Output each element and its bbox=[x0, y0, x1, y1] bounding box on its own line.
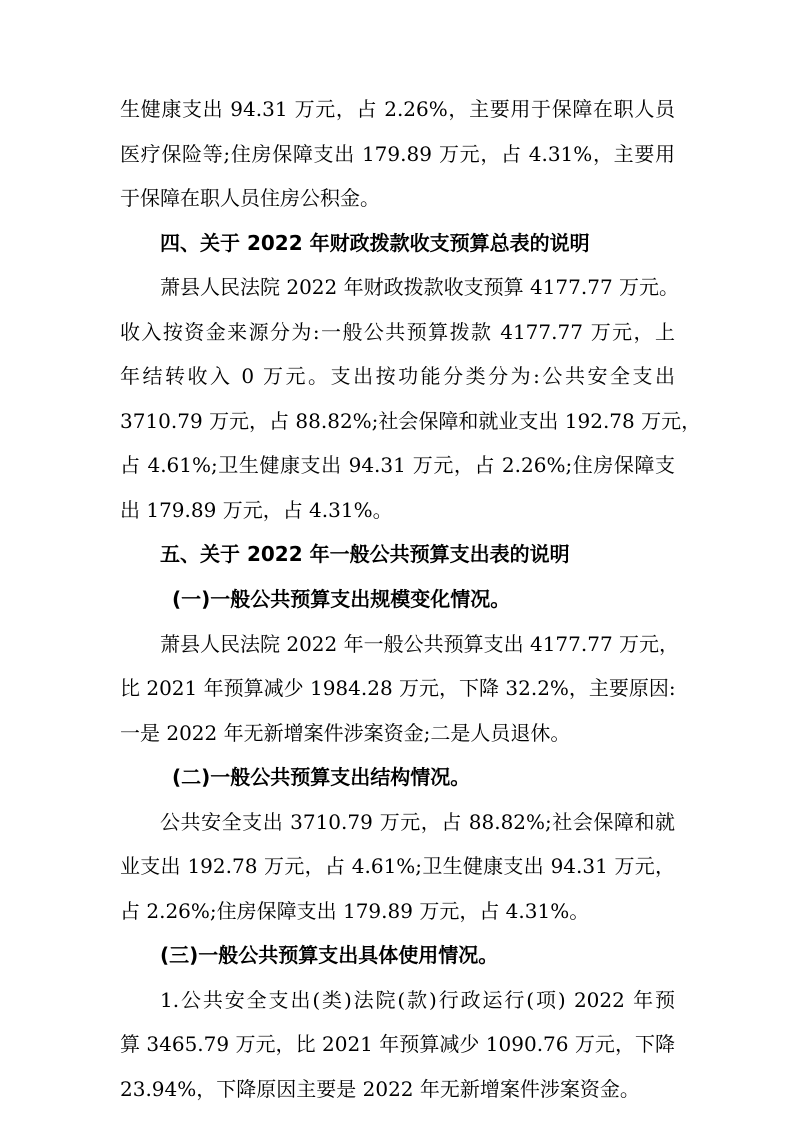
subsection-heading-3: (三)一般公共预算支出具体使用情况。 bbox=[160, 943, 499, 967]
paragraph-line: 医疗保险等;住房保障支出 179.89 万元，占 4.31%，主要用 bbox=[120, 142, 675, 166]
paragraph-line: 于保障在职人员住房公积金。 bbox=[120, 186, 380, 210]
section-heading-5: 五、关于 2022 年一般公共预算支出表的说明 bbox=[160, 542, 570, 566]
paragraph-line: 萧县人民法院 2022 年财政拨款收支预算 4177.77 万元。 bbox=[160, 275, 680, 299]
paragraph-line: 23.94%，下降原因主要是 2022 年无新增案件涉案资金。 bbox=[120, 1077, 640, 1101]
paragraph-line: 出 179.89 万元，占 4.31%。 bbox=[120, 498, 393, 522]
paragraph-line: 生健康支出 94.31 万元，占 2.26%，主要用于保障在职人员 bbox=[120, 97, 675, 121]
subsection-heading-1: (一)一般公共预算支出规模变化情况。 bbox=[172, 587, 511, 611]
paragraph-line: 业支出 192.78 万元，占 4.61%;卫生健康支出 94.31 万元， bbox=[120, 854, 675, 878]
subsection-heading-2: (二)一般公共预算支出结构情况。 bbox=[172, 765, 471, 789]
paragraph-line: 占 4.61%;卫生健康支出 94.31 万元，占 2.26%;住房保障支 bbox=[120, 453, 675, 477]
paragraph-line: 公共安全支出 3710.79 万元，占 88.82%;社会保障和就 bbox=[160, 810, 675, 834]
paragraph-line: 萧县人民法院 2022 年一般公共预算支出 4177.77 万元， bbox=[160, 632, 680, 656]
paragraph-line: 收入按资金来源分为:一般公共预算拨款 4177.77 万元，上 bbox=[120, 320, 675, 344]
section-heading-4: 四、关于 2022 年财政拨款收支预算总表的说明 bbox=[160, 231, 590, 255]
paragraph-line: 年结转收入 0 万元。支出按功能分类分为:公共安全支出 bbox=[120, 364, 675, 388]
paragraph-line: 1.公共安全支出(类)法院(款)行政运行(项) 2022 年预 bbox=[160, 988, 675, 1012]
paragraph-line: 3710.79 万元，占 88.82%;社会保障和就业支出 192.78 万元， bbox=[120, 409, 702, 433]
paragraph-line: 比 2021 年预算减少 1984.28 万元，下降 32.2%，主要原因: bbox=[120, 676, 676, 700]
paragraph-line: 一是 2022 年无新增案件涉案资金;二是人员退休。 bbox=[120, 721, 571, 745]
paragraph-line: 算 3465.79 万元，比 2021 年预算减少 1090.76 万元，下降 bbox=[120, 1032, 675, 1056]
paragraph-line: 占 2.26%;住房保障支出 179.89 万元，占 4.31%。 bbox=[120, 899, 590, 923]
